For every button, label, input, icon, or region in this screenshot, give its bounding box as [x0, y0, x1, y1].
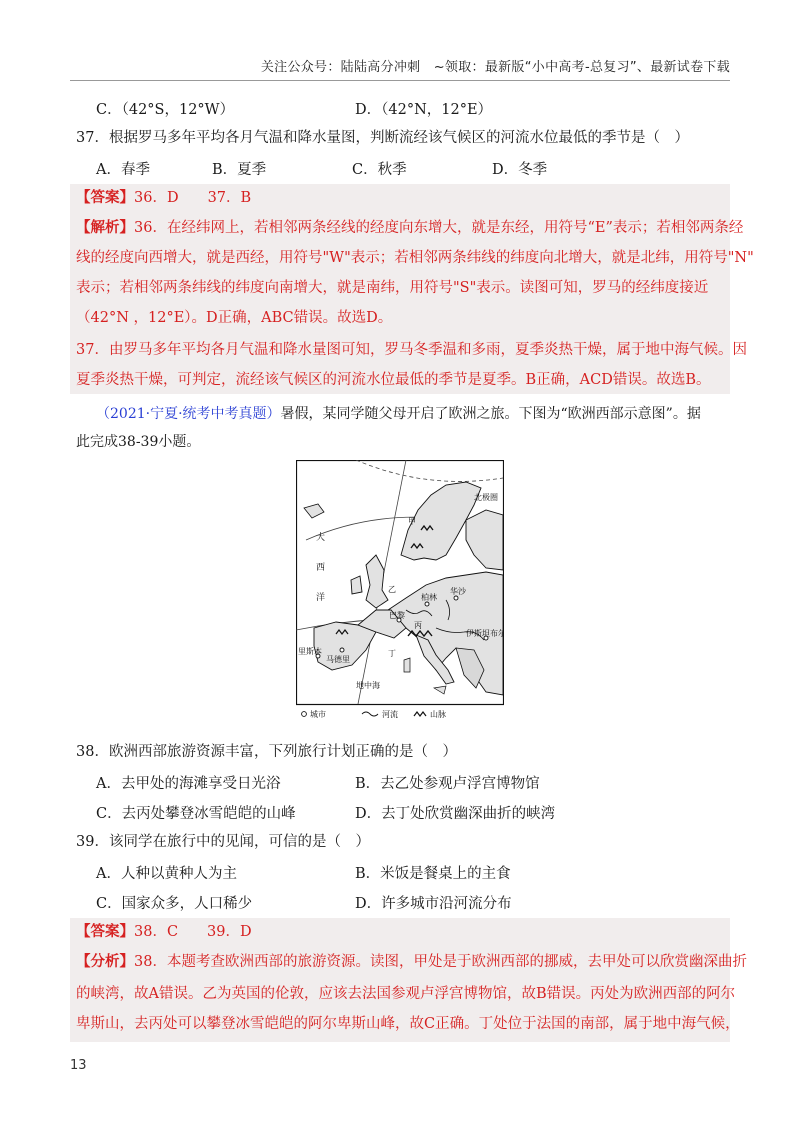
analysis-2-line-3: 卑斯山，去丙处可以攀登冰雪皑皑的阿尔卑斯山峰，故C正确。丁处位于法国的南部，属于地中海气候，	[76, 1016, 740, 1032]
analysis-1-line-2: 线的经度向西增大，就是西经，用符号"W"表示；若相邻两条纬线的纬度向北增大，就是北纬，用符号"N"	[76, 250, 754, 266]
intro-line-1	[96, 404, 701, 424]
legend-mountain-icon	[414, 712, 426, 716]
q38-stem: 38．欧洲西部旅游资源丰富，下列旅行计划正确的是（ ）	[76, 744, 457, 760]
analysis-2-text-1: 38．本题考查欧洲西部的旅游资源。读图，甲处是于欧洲西部的挪威，去甲处可以欣赏幽深曲折	[134, 954, 747, 970]
analysis-1-line-3: 表示；若相邻两条纬线的纬度向南增大，就是南纬，用符号"S"表示。读图可知，罗马的经纬度接近	[76, 280, 709, 296]
q37-stem: 37．根据罗马多年平均各月气温和降水量图，判断流经该气候区的河流水位最低的季节是（ ）	[76, 130, 689, 146]
q37-option-c: C．秋季	[352, 162, 407, 178]
question-source: （2021·宁夏·统考中考真题）	[96, 406, 281, 422]
page-header: 关注公众号：陆陆高分冲刺 ~领取：最新版“小中高考-总复习”、最新试卷下载	[260, 60, 730, 75]
page-number: 13	[70, 1058, 87, 1073]
label-berlin: 柏林	[421, 593, 437, 602]
intro-line-2: 此完成38-39小题。	[76, 434, 201, 450]
q38-option-a: A．去甲处的海滩享受日光浴	[96, 776, 281, 792]
label-atlantic-1: 大	[316, 533, 326, 543]
analysis-2-line-1	[76, 952, 747, 972]
analysis-1-line-6: 夏季炎热干燥，可判定，流经该气候区的河流水位最低的季节是夏季。B正确，ACD错误。故选B。	[76, 372, 711, 388]
label-arctic-circle: 北极圈	[474, 493, 498, 502]
q39-option-c: C．国家众多，人口稀少	[96, 896, 253, 912]
legend-river-icon	[362, 712, 378, 716]
label-yi: 乙	[388, 585, 396, 594]
label-paris: 巴黎	[389, 611, 405, 620]
map-svg	[296, 460, 504, 722]
legend-river: 河流	[382, 710, 398, 719]
analysis-1-line-5: 37．由罗马多年平均各月气温和降水量图可知，罗马冬季温和多雨，夏季炎热干燥，属于地中海气候。因	[76, 342, 747, 358]
q37-option-d: D．冬季	[492, 162, 548, 178]
answer-1-text: 36．D 37．B	[134, 190, 252, 206]
label-istanbul: 伊斯坦布尔	[466, 629, 504, 638]
analysis-1-line-4: （42°N ，12°E）。D正确，ABC错误。故选D。	[76, 310, 393, 326]
header-divider	[70, 80, 730, 81]
label-madrid: 马德里	[326, 655, 350, 664]
analysis-2-tag: 【分析】	[76, 953, 134, 970]
q37-option-b: B．夏季	[212, 162, 267, 178]
analysis-1-line-1	[76, 218, 743, 238]
q36-option-c: C．（42°S，12°W）	[96, 102, 235, 118]
q38-option-c: C．去丙处攀登冰雪皑皑的山峰	[96, 806, 296, 822]
label-mediterranean: 地中海	[356, 681, 380, 690]
europe-west-map	[296, 460, 504, 722]
answer-2	[76, 922, 252, 942]
label-atlantic-3: 洋	[316, 593, 326, 603]
label-jia: 甲	[408, 517, 416, 526]
label-warsaw: 华沙	[450, 587, 466, 596]
answer-2-text: 38．C 39．D	[134, 924, 252, 940]
answer-2-tag: 【答案】	[76, 923, 134, 940]
q36-option-d: D．（42°N，12°E）	[355, 102, 493, 118]
analysis-tag: 【解析】	[76, 219, 134, 236]
q39-stem: 39．该同学在旅行中的见闻，可信的是（ ）	[76, 834, 370, 850]
answer-tag: 【答案】	[76, 189, 134, 206]
q38-option-b: B．去乙处参观卢浮宫博物馆	[355, 776, 540, 792]
q39-option-a: A．人种以黄种人为主	[96, 866, 237, 882]
q38-option-d: D．去丁处欣赏幽深曲折的峡湾	[355, 806, 556, 822]
analysis-1-text-1: 36．在经纬网上，若相邻两条经线的经度向东增大，就是东经，用符号“E”表示；若相邻两条经	[134, 220, 744, 236]
legend-mountain: 山脉	[430, 710, 446, 719]
label-ding: 丁	[388, 649, 396, 658]
intro-text-1: 暑假，某同学随父母开启了欧洲之旅。下图为“欧洲西部示意图”。据	[280, 406, 701, 422]
label-atlantic-2: 西	[316, 563, 326, 573]
label-bing: 丙	[414, 621, 422, 630]
q39-option-d: D．许多城市沿河流分布	[355, 896, 512, 912]
label-lisbon: 里斯本	[298, 647, 322, 656]
legend-city: 城市	[310, 710, 326, 719]
analysis-2-line-2: 的峡湾，故A错误。乙为英国的伦敦，应该去法国参观卢浮宫博物馆，故B错误。丙处为欧洲西部的阿尔	[76, 986, 736, 1002]
q39-option-b: B．米饭是餐桌上的主食	[355, 866, 511, 882]
legend-city-icon	[302, 712, 307, 717]
answer-1	[76, 188, 251, 208]
q37-option-a: A．春季	[96, 162, 150, 178]
